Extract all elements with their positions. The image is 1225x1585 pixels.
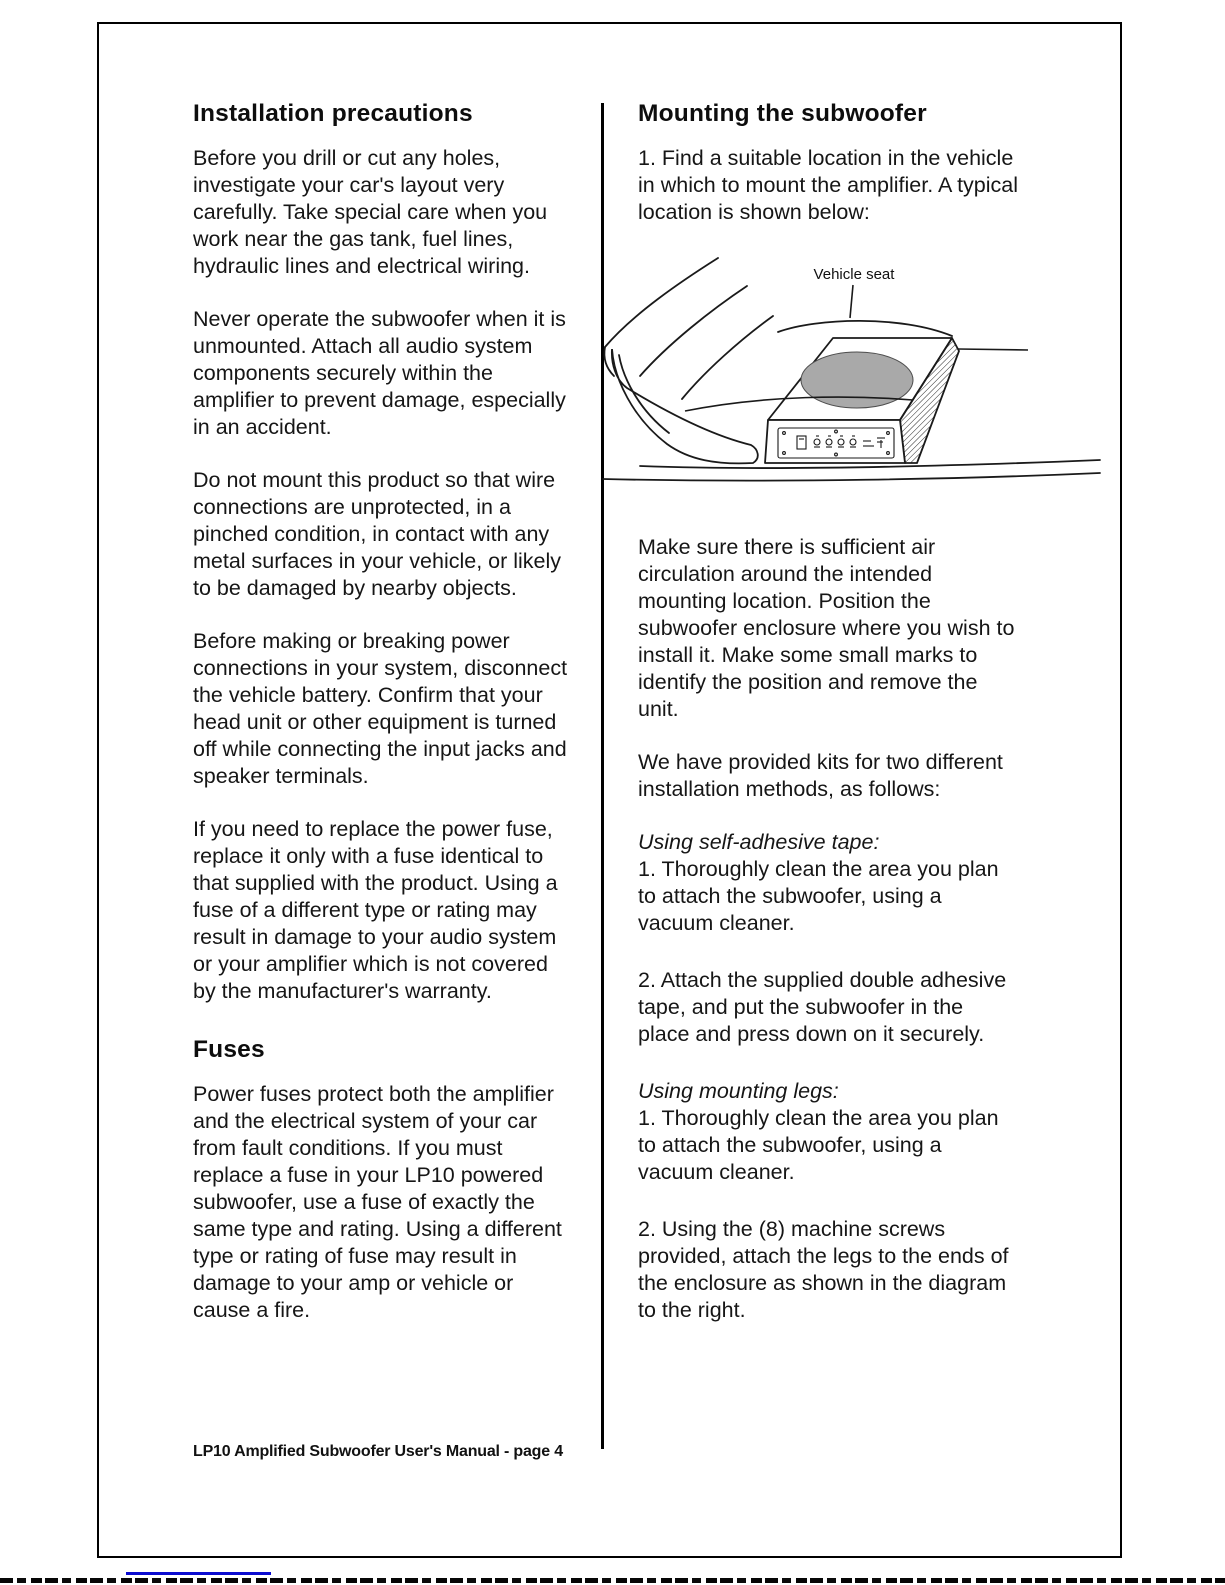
- figure-label: Vehicle seat: [813, 266, 895, 283]
- left-column: [193, 99, 575, 1350]
- heading-fuses: Fuses: [193, 1036, 265, 1063]
- subwoofer-drawing: [595, 252, 1115, 502]
- paragraph: Do not mount this product so that wire connections are unprotected, in a pinched condition, in contact with any metal surfaces in your vehicle, or likely to be damaged by nearby objects.: [193, 468, 562, 600]
- method-title: Using self-adhesive tape:: [638, 830, 880, 854]
- method-step: 1. Thoroughly clean the area you plan to attach the subwoofer, using a vacuum cleaner.: [638, 857, 999, 935]
- paragraph: Before making or breaking power connections in your system, disconnect the vehicle battery. Confirm that your head unit or other equipment is turned off while connecting the input jacks and speaker terminals.: [193, 629, 568, 788]
- paragraph: We have provided kits for two different installation methods, as follows:: [638, 750, 1003, 801]
- method-step: 1. Thoroughly clean the area you plan to attach the subwoofer, using a vacuum cleaner.: [638, 1106, 999, 1184]
- method-title: Using mounting legs:: [638, 1079, 839, 1103]
- paragraph: Power fuses protect both the amplifier and the electrical system of your car from fault conditions. If you must replace a fuse in your LP10 powered subwoofer, use a fuse of exactly the same type and rating. Using a different type or rating of fuse may result in damage to your amp or vehicle or cause a fire.: [193, 1082, 562, 1322]
- seat-label-leader-line: [850, 285, 853, 318]
- method-mounting-legs: [638, 1078, 1020, 1186]
- blue-scan-line: [126, 1572, 271, 1575]
- subwoofer-leader-line: [958, 349, 1028, 350]
- heading-installation-precautions: Installation precautions: [193, 100, 473, 127]
- page-border: [97, 22, 1122, 1558]
- paragraph: 1. Find a suitable location in the vehicle in which to mount the amplifier. A typical location is shown below:: [638, 146, 1019, 224]
- paragraph: Make sure there is sufficient air circulation around the intended mounting location. Position the subwoofer enclosure where you wish to install it. Make some small marks to identify the position and remove the unit.: [638, 535, 1015, 721]
- paragraph: If you need to replace the power fuse, replace it only with a fuse identical to that supplied with the product. Using a fuse of a different type or rating may result in damage to your audio system or your amplifier which is not covered by the manufacturer's warranty.: [193, 817, 558, 1003]
- seat-illustration: [595, 252, 1115, 502]
- paragraph: Never operate the subwoofer when it is unmounted. Attach all audio system components securely within the amplifier to prevent damage, especially in an accident.: [193, 307, 566, 439]
- right-column: [638, 99, 1020, 1350]
- method-self-adhesive-tape: [638, 829, 1020, 937]
- heading-mounting-the-subwoofer: Mounting the subwoofer: [638, 100, 927, 127]
- method-step: 2. Attach the supplied double adhesive tape, and put the subwoofer in the place and press down on it securely.: [638, 968, 1007, 1046]
- page-footer: LP10 Amplified Subwoofer User's Manual - page 4: [193, 1443, 563, 1460]
- paragraph: Before you drill or cut any holes, investigate your car's layout very carefully. Take special care when you work near the gas tank, fuel lines, hydraulic lines and electrical wiring.: [193, 146, 548, 278]
- method-step: 2. Using the (8) machine screws provided, attach the legs to the ends of the enclosure as shown in the diagram to the right.: [638, 1217, 1009, 1322]
- scan-artifact-dashed-line: [0, 1578, 1225, 1583]
